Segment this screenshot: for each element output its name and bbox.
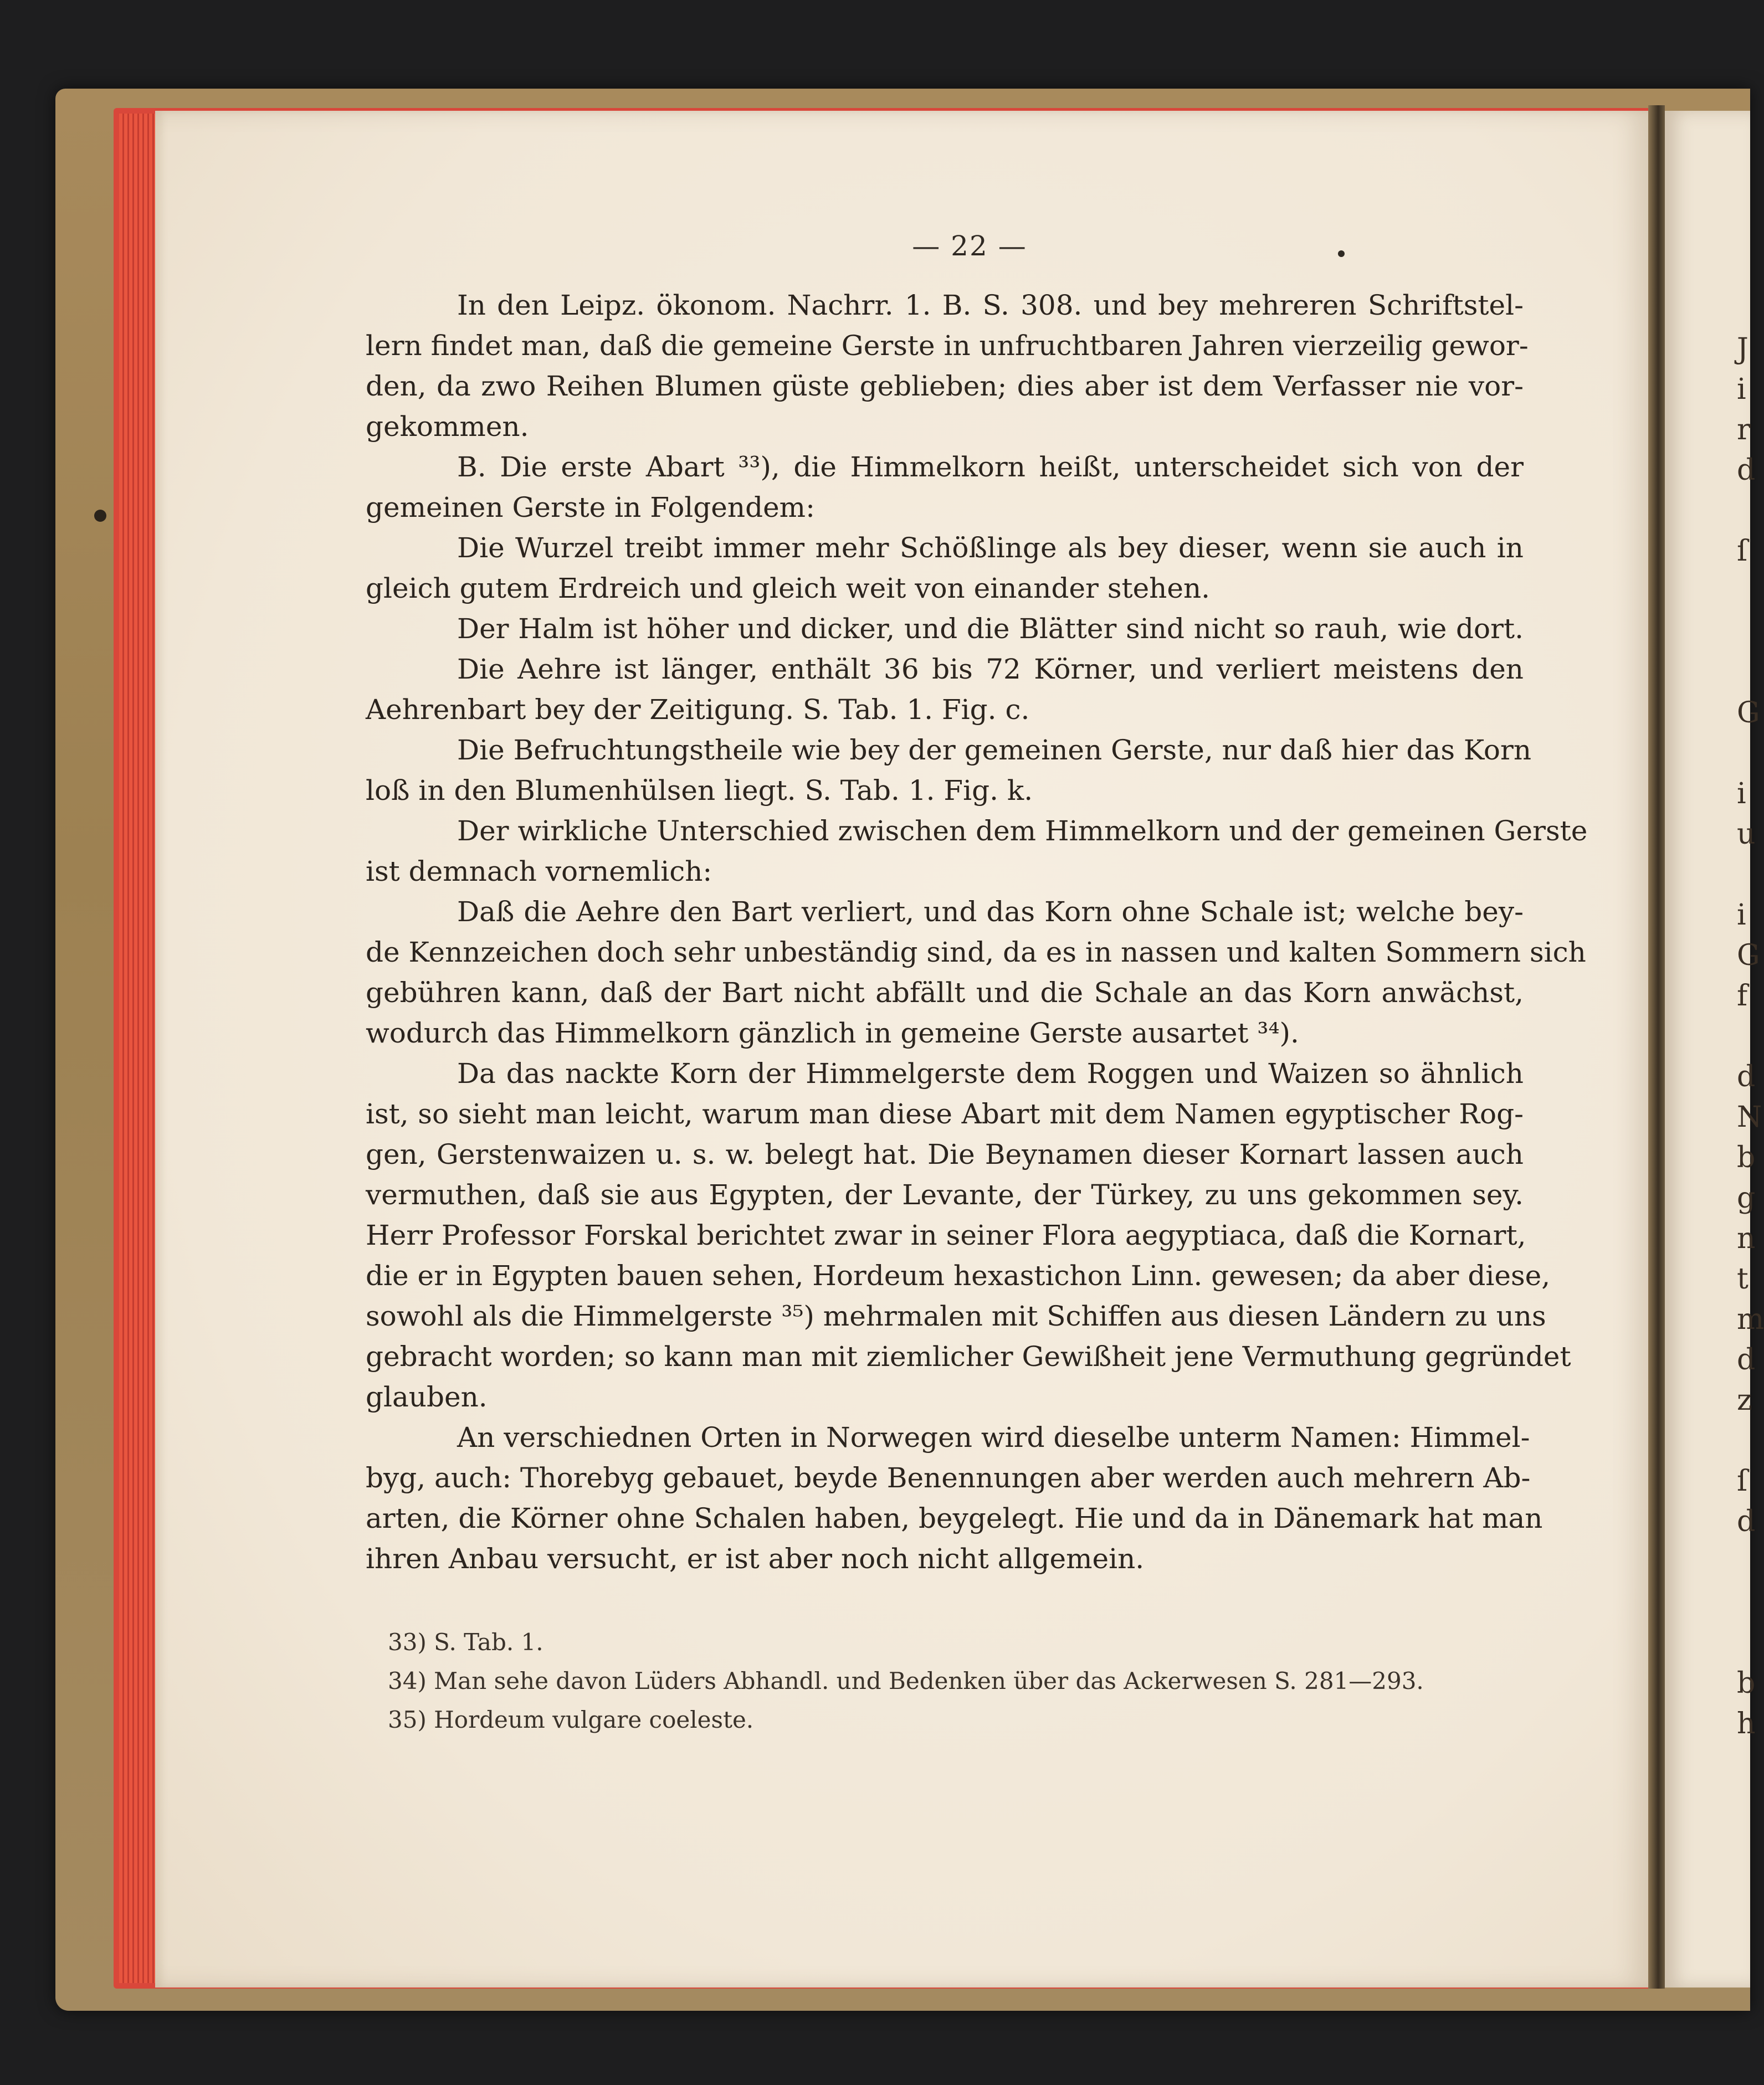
text-line: vermuthen, daß sie aus Egypten, der Levante, der Türkey, zu uns gekommen sey. <box>366 1179 1524 1211</box>
text-line: glauben. <box>366 1381 488 1413</box>
edge-glyph: d <box>1737 1343 1756 1377</box>
text-line: byg, auch: Thorebyg gebauet, beyde Benennungen aber werden auch mehrern Ab- <box>366 1462 1531 1494</box>
text-line: lern findet man, daß die gemeine Gerste in unfruchtbaren Jahren vierzeilig gewor- <box>366 330 1529 362</box>
text-line: ihren Anbau versucht, er ist aber noch nicht allgemein. <box>366 1543 1145 1575</box>
text-line: de Kennzeichen doch sehr unbeständig sind, da es in nassen und kalten Sommern sich <box>366 936 1586 968</box>
text-line: sowohl als die Himmelgerste ³⁵) mehrmalen mit Schiffen aus diesen Ländern zu uns <box>366 1300 1546 1332</box>
text-line: ist demnach vornemlich: <box>366 855 712 887</box>
edge-glyph: z <box>1737 1384 1752 1417</box>
text-line: den, da zwo Reihen Blumen güste geblieben; dies aber ist dem Verfasser nie vor- <box>366 370 1524 402</box>
text-line: Die Aehre ist länger, enthält 36 bis 72 Körner, und verliert meistens den <box>457 653 1524 685</box>
edge-glyph: d <box>1737 1060 1756 1093</box>
text-line: gebühren kann, daß der Bart nicht abfällt und die Schale an das Korn anwächst, <box>366 977 1524 1009</box>
book-gutter <box>1648 105 1665 1989</box>
text-line: wodurch das Himmelkorn gänzlich in gemeine Gerste ausartet ³⁴). <box>366 1017 1299 1049</box>
edge-glyph: u <box>1737 818 1756 851</box>
text-line: loß in den Blumenhülsen liegt. S. Tab. 1. Fig. k. <box>366 774 1033 807</box>
edge-glyph: J <box>1737 332 1748 366</box>
text-line: Die Befruchtungstheile wie bey der gemeinen Gerste, nur daß hier das Korn <box>457 734 1532 766</box>
body-text <box>366 285 1588 1579</box>
running-head: — 22 — <box>912 230 1027 262</box>
text-line: Daß die Aehre den Bart verliert, und das Korn ohne Schale ist; welche bey- <box>457 896 1524 928</box>
text-line: Der Halm ist höher und dicker, und die Blätter sind nicht so rauh, wie dort. <box>457 613 1524 645</box>
edge-glyph: g <box>1737 1182 1756 1215</box>
text-line: gleich gutem Erdreich und gleich weit von einander stehen. <box>366 572 1211 604</box>
footnote: 34) Man sehe davon Lüders Abhandl. und Bedenken über das Ackerwesen S. 281—293. <box>388 1667 1424 1694</box>
text-line: Herr Professor Forskal berichtet zwar in seiner Flora aegyptiaca, daß die Kornart, <box>366 1219 1526 1251</box>
edge-glyph: d <box>1737 1505 1756 1538</box>
text-line: ist, so sieht man leicht, warum man diese Abart mit dem Namen egyptischer Rog- <box>366 1098 1524 1130</box>
edge-glyph: i <box>1737 777 1746 810</box>
footnote: 35) Hordeum vulgare coeleste. <box>388 1706 754 1733</box>
text-line: die er in Egypten bauen sehen, Hordeum hexastichon Linn. gewesen; da aber diese, <box>366 1260 1551 1292</box>
binding-hole <box>94 510 106 522</box>
text-line: An verschiednen Orten in Norwegen wird dieselbe unterm Namen: Himmel- <box>457 1421 1530 1454</box>
text-line: gekommen. <box>366 410 529 443</box>
edge-glyph: t <box>1737 1262 1748 1296</box>
edge-glyph: f <box>1737 979 1748 1013</box>
edge-glyph: b <box>1737 1667 1756 1700</box>
edge-glyph: N <box>1737 1101 1762 1134</box>
running-dot <box>1338 250 1345 257</box>
edge-glyph: d <box>1737 454 1756 487</box>
text-line: Aehrenbart bey der Zeitigung. S. Tab. 1. Fig. c. <box>366 694 1030 726</box>
edge-glyph: i <box>1737 373 1746 406</box>
text-line: gen, Gerstenwaizen u. s. w. belegt hat. Die Beynamen dieser Kornart lassen auch <box>366 1138 1524 1170</box>
edge-glyph: r <box>1737 413 1751 446</box>
edge-glyph: G <box>1737 939 1760 972</box>
text-line: Da das nackte Korn der Himmelgerste dem Roggen und Waizen so ähnlich <box>457 1057 1524 1090</box>
edge-glyph: ſ <box>1737 535 1748 568</box>
edge-glyph: ſ <box>1737 1465 1748 1498</box>
footnote: 33) S. Tab. 1. <box>388 1629 543 1656</box>
text-line: Die Wurzel treibt immer mehr Schößlinge als bey dieser, wenn sie auch in <box>457 532 1524 564</box>
text-line: In den Leipz. ökonom. Nachrr. 1. B. S. 308. und bey mehreren Schriftstel- <box>457 289 1524 321</box>
text-line: B. Die erste Abart ³³), die Himmelkorn heißt, unterscheidet sich von der <box>457 451 1524 483</box>
edge-glyph: G <box>1737 696 1760 730</box>
edge-glyph: b <box>1737 1141 1756 1174</box>
text-line: gebracht worden; so kann man mit ziemlicher Gewißheit jene Vermuthung gegründet <box>366 1341 1571 1373</box>
edge-glyph: i <box>1737 898 1746 932</box>
text-line: arten, die Körner ohne Schalen haben, beygelegt. Hie und da in Dänemark hat man <box>366 1502 1543 1534</box>
edge-glyph: n <box>1737 1222 1756 1255</box>
edge-glyph: h <box>1737 1707 1756 1740</box>
edge-glyph: m <box>1737 1303 1764 1336</box>
text-line: Der wirkliche Unterschied zwischen dem Himmelkorn und der gemeinen Gerste <box>457 815 1588 847</box>
text-line: gemeinen Gerste in Folgendem: <box>366 491 815 523</box>
